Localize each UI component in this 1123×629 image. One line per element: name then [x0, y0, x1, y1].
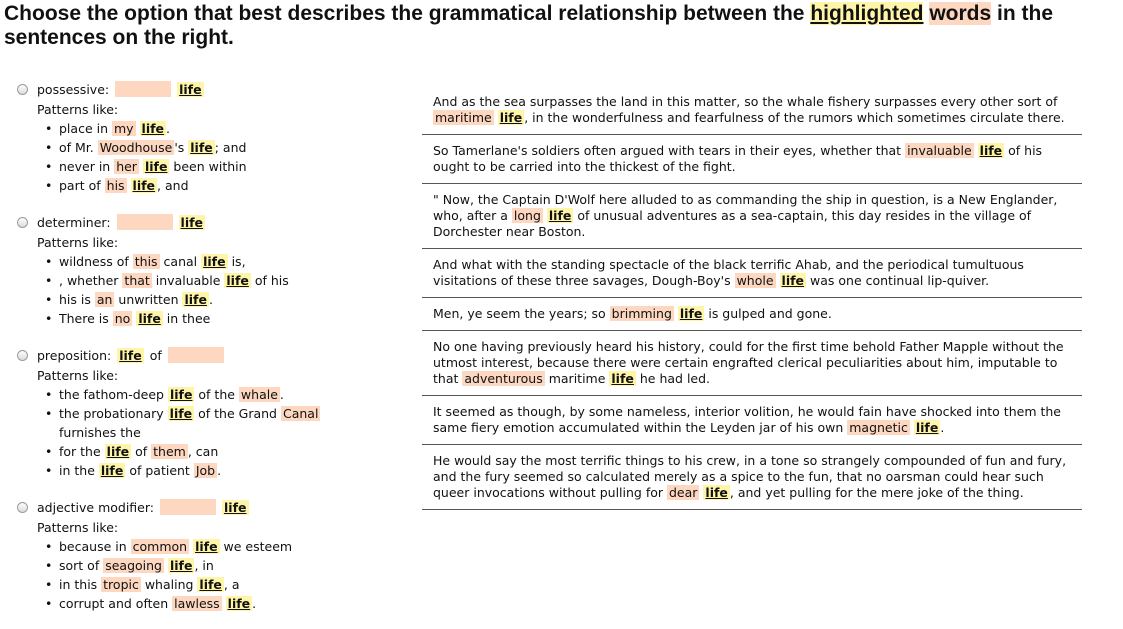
pattern-pre: in the: [59, 463, 99, 478]
option-target-word: life: [179, 81, 202, 97]
sentence-post: , in the wonderfulness and fearfulness of the rumors which sometimes circulate there.: [524, 110, 1065, 125]
radio-button[interactable]: [17, 350, 28, 361]
patterns-list: [16, 252, 346, 328]
pattern-life: life: [169, 406, 193, 421]
pattern-word: seagoing: [105, 558, 162, 573]
pattern-word: Canal: [282, 406, 319, 421]
pattern-post: been within: [169, 159, 247, 174]
pattern-post: furnishes the: [59, 425, 141, 440]
sentence-post: of his ought to be carried into the thickest of the fight.: [433, 143, 1043, 174]
radio-button[interactable]: [17, 502, 28, 513]
sentence-life: life: [679, 306, 703, 321]
pattern-item: [59, 271, 346, 290]
pattern-pre: his is: [59, 292, 95, 307]
option-connector-word: of: [149, 347, 162, 363]
pattern-item: [59, 442, 346, 461]
pattern-life: life: [227, 596, 251, 611]
pattern-pre: of Mr.: [59, 140, 98, 155]
instructions-text-before: Choose the option that best describes the grammatical relationship between the: [4, 2, 811, 25]
pattern-pre: place in: [59, 121, 112, 136]
pattern-life: life: [195, 539, 218, 554]
sentence-1: [422, 86, 1082, 135]
pattern-word: tropic: [103, 577, 139, 592]
patterns-label: Patterns like:: [37, 102, 119, 117]
pattern-mid: whaling: [140, 577, 198, 592]
option-blank: [115, 81, 171, 97]
radio-button[interactable]: [17, 217, 28, 228]
pattern-word: Job: [195, 463, 216, 478]
pattern-pre: part of: [59, 178, 105, 193]
sentence-post: he had led.: [635, 371, 711, 386]
pattern-post: , and: [157, 178, 189, 193]
pattern-pre: the probationary: [59, 406, 168, 421]
sentence-life: life: [499, 110, 523, 125]
pattern-post: .: [208, 292, 213, 307]
pattern-pre: the fathom-deep: [59, 387, 168, 402]
pattern-word: an: [96, 292, 113, 307]
sentence-4: [422, 249, 1082, 298]
sentence-life: life: [705, 485, 728, 500]
pattern-item: [59, 138, 346, 157]
sentence-life: life: [979, 143, 1003, 158]
pattern-item: [59, 594, 346, 613]
sentence-life: life: [781, 273, 805, 288]
sentence-2: [422, 135, 1082, 184]
pattern-word: her: [116, 159, 137, 174]
patterns-label: Patterns like:: [37, 520, 119, 535]
pattern-item: [59, 404, 346, 442]
pattern-life: life: [100, 463, 124, 478]
sentence-pre: So Tamerlane's soldiers often argued with tears in their eyes, whether that: [433, 143, 906, 158]
sentence-5: [422, 298, 1082, 331]
option-1[interactable]: [16, 78, 346, 195]
sentence-modifier-word: adventurous: [464, 371, 543, 386]
sentence-post: was one continual lip-quiver.: [806, 273, 990, 288]
sentence-mid: [776, 273, 780, 288]
sentence-post: .: [940, 420, 945, 435]
instructions-text-after: in the sentences on the right.: [4, 2, 1054, 49]
sentence-modifier-word: whole: [736, 273, 774, 288]
pattern-word: lawless: [174, 596, 220, 611]
pattern-life: life: [190, 140, 213, 155]
pattern-mid: unwritten: [114, 292, 183, 307]
pattern-pre: because in: [59, 539, 131, 554]
words-sample: words: [929, 2, 992, 25]
pattern-pre: wildness of: [59, 254, 133, 269]
sentence-pre: And what with the standing spectacle of the black terrific Ahab, and the periodical tumultuous visitations of these three savages, Dough-Boy's: [433, 257, 1024, 288]
pattern-item: [59, 290, 346, 309]
sentence-pre: He would say the most terrific things to his crew, in a tone so strangely compounded of fun and fury, and the fury seemed so calculated merely as a spice to the fun, that no oarsman could hear such queer invocations without pulling for: [433, 453, 1067, 500]
instructions-heading: [4, 2, 1121, 50]
pattern-mid: 's: [174, 140, 189, 155]
pattern-item: [59, 157, 346, 176]
pattern-word: Woodhouse: [99, 140, 173, 155]
pattern-pre: never in: [59, 159, 115, 174]
pattern-pre: for the: [59, 444, 105, 459]
option-blank: [168, 347, 224, 363]
option-row[interactable]: [16, 78, 346, 100]
pattern-word: my: [113, 121, 134, 136]
pattern-post: , can: [187, 444, 219, 459]
pattern-mid: of: [131, 444, 152, 459]
sentence-pre: Men, ye seem the years; so: [433, 306, 610, 321]
pattern-life: life: [184, 292, 207, 307]
pattern-mid: of the: [194, 387, 239, 402]
pattern-word: whale: [240, 387, 278, 402]
sentence-modifier-word: brimming: [611, 306, 672, 321]
pattern-word: them: [153, 444, 186, 459]
sentence-modifier-word: long: [513, 208, 541, 223]
pattern-item: [59, 385, 346, 404]
pattern-item: [59, 309, 346, 328]
pattern-pre: , whether: [59, 273, 123, 288]
option-4[interactable]: [16, 496, 346, 613]
pattern-pre: There is: [59, 311, 113, 326]
pattern-post: in thee: [162, 311, 211, 326]
pattern-post: , in: [194, 558, 214, 573]
pattern-item: [59, 537, 346, 556]
pattern-word: this: [134, 254, 158, 269]
pattern-post: .: [279, 387, 284, 402]
pattern-life: life: [138, 311, 161, 326]
pattern-word: no: [114, 311, 131, 326]
patterns-list: [16, 385, 346, 480]
pattern-pre: sort of: [59, 558, 104, 573]
pattern-item: [59, 252, 346, 271]
patterns-label: Patterns like:: [37, 368, 119, 383]
pattern-life: life: [226, 273, 249, 288]
answer-options: [16, 78, 346, 629]
pattern-item: [59, 556, 346, 575]
sentence-life: life: [611, 371, 634, 386]
pattern-item: [59, 176, 346, 195]
pattern-mid: [127, 178, 131, 193]
sentence-pre: " Now, the Captain D'Wolf here alluded to as commanding the ship in question, is a New Englander, who, after a: [433, 192, 1058, 223]
sentence-life: life: [548, 208, 572, 223]
sentence-life: life: [915, 420, 939, 435]
sentence-3: [422, 184, 1082, 249]
option-3[interactable]: [16, 344, 346, 480]
pattern-post: ; and: [214, 140, 247, 155]
pattern-mid: of patient: [125, 463, 194, 478]
option-row[interactable]: [16, 344, 346, 366]
patterns-label: Patterns like:: [37, 235, 119, 250]
pattern-mid: invaluable: [151, 273, 225, 288]
pattern-item: [59, 575, 346, 594]
patterns-list: [16, 119, 346, 195]
pattern-life: life: [199, 577, 222, 592]
pattern-word: that: [124, 273, 150, 288]
option-blank: [160, 499, 216, 515]
option-target-word: life: [224, 499, 247, 515]
sentence-modifier-word: invaluable: [907, 143, 972, 158]
radio-button[interactable]: [17, 84, 28, 95]
sentence-7: [422, 396, 1082, 445]
option-2[interactable]: [16, 211, 346, 328]
patterns-list: [16, 537, 346, 613]
pattern-life: life: [203, 254, 226, 269]
option-row[interactable]: [16, 496, 346, 518]
sentence-post: of unusual adventures as a sea-captain, this day resides in the village of Dorchester near Boston.: [433, 208, 1032, 239]
pattern-mid: canal: [159, 254, 202, 269]
pattern-pre: corrupt and often: [59, 596, 173, 611]
option-blank: [117, 214, 173, 230]
pattern-mid: of the Grand: [194, 406, 281, 421]
option-row[interactable]: [16, 211, 346, 233]
pattern-life: life: [141, 121, 165, 136]
highlighted-sample: highlighted: [810, 2, 924, 25]
pattern-life: life: [106, 444, 130, 459]
sentence-pre: It seemed as though, by some nameless, interior volition, he would fain have shocked into them the same fiery emotion accumulated within the Leyden jar of his own: [433, 404, 1061, 435]
pattern-post: of his: [250, 273, 289, 288]
sentence-modifier-word: maritime: [435, 110, 492, 125]
option-label: preposition:: [37, 347, 112, 363]
pattern-life: life: [132, 178, 156, 193]
sentence-8: [422, 445, 1082, 510]
sentence-6: [422, 331, 1082, 396]
pattern-mid: [136, 121, 140, 136]
sentence-modifier-word: dear: [668, 485, 698, 500]
pattern-post: .: [217, 463, 222, 478]
option-label: possessive:: [37, 81, 110, 97]
pattern-item: [59, 119, 346, 138]
sentence-pre: And as the sea surpasses the land in this matter, so the whale fishery surpasses every other sort of: [433, 94, 1058, 109]
pattern-post: .: [252, 596, 257, 611]
example-sentences: [422, 86, 1082, 510]
option-target-word: life: [180, 214, 204, 230]
pattern-post: , a: [223, 577, 240, 592]
pattern-word: common: [132, 539, 188, 554]
pattern-post: we esteem: [219, 539, 293, 554]
pattern-post: .: [166, 121, 171, 136]
pattern-life: life: [144, 159, 168, 174]
pattern-post: is,: [227, 254, 246, 269]
sentence-post: is gulped and gone.: [704, 306, 832, 321]
option-label: adjective modifier:: [37, 499, 154, 515]
option-target-word: life: [119, 347, 142, 363]
pattern-life: life: [169, 558, 193, 573]
pattern-life: life: [169, 387, 193, 402]
pattern-word: his: [106, 178, 125, 193]
sentence-post: , and yet pulling for the mere joke of the thing.: [729, 485, 1024, 500]
option-label: determiner:: [37, 214, 111, 230]
sentence-modifier-word: magnetic: [849, 420, 908, 435]
sentence-pre: No one having previously heard his history, could for the first time behold Father Mapple without the utmost interest, because there were certain engrafted clerical peculiarities about him, imputable to that: [433, 339, 1064, 386]
pattern-pre: in this: [59, 577, 102, 592]
pattern-item: [59, 461, 346, 480]
sentence-mid: maritime: [544, 371, 610, 386]
